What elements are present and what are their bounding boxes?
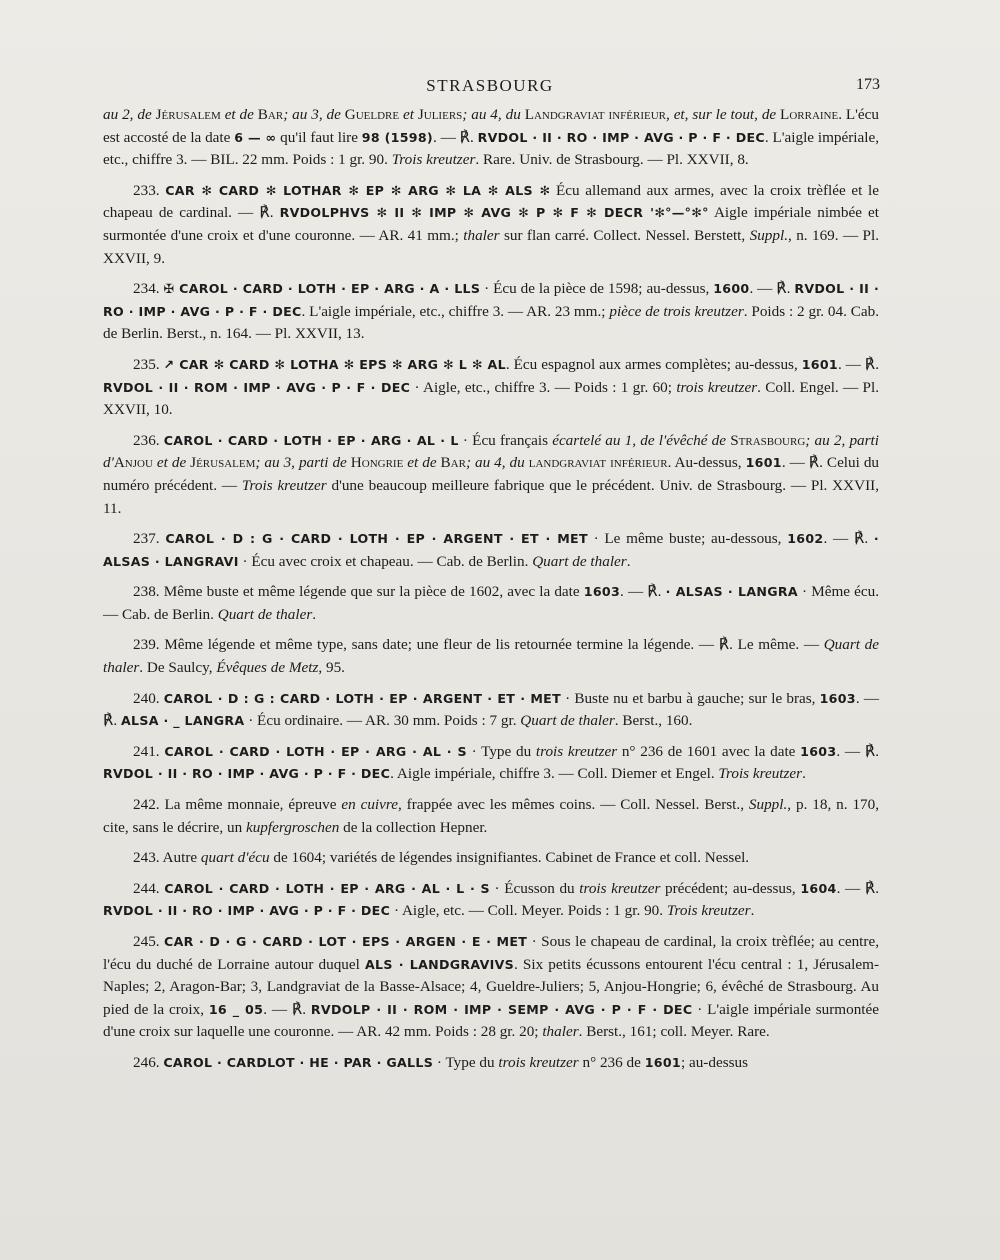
coin-legend: 1603 xyxy=(819,690,856,706)
text: 243. Autre xyxy=(133,849,201,867)
text: . — ℟. xyxy=(103,689,880,730)
catalog-entry-243 xyxy=(103,847,879,870)
running-title: STRASBOURG xyxy=(426,76,554,95)
italic-text: ; au 2, parti d' xyxy=(103,431,879,472)
text: . — ℟. Celui du numéro précédent. — xyxy=(103,454,880,494)
text: . Poids : 2 gr. 04. Cab. de Berlin. Berst., n. 164. — Pl. XXVII, 13. xyxy=(103,302,880,343)
italic-text: en cuivre xyxy=(341,796,398,814)
coin-legend: RVDOL · II · RO · IMP · AVG · P · F · DEC xyxy=(103,766,391,782)
italic-text: ; au 3, parti de xyxy=(255,454,351,472)
text: 236. xyxy=(133,431,164,449)
coin-legend: RVDOL · II · RO · IMP · AVG · P · F · DEC xyxy=(477,129,765,145)
text: . De Saulcy, xyxy=(139,659,217,677)
catalog-entry-235 xyxy=(103,354,879,422)
coin-legend: CAR · D · G · CARD · LOT · EPS · ARGEN · E · MET xyxy=(164,934,528,949)
italic-text: Suppl. xyxy=(748,796,788,814)
coin-legend: RVDOLPHVS ✻ II ✻ IMP ✻ AVG ✻ P ✻ F ✻ DECR '✻°—°✻° xyxy=(279,205,709,221)
text: Aigle impériale nimbée et surmontée d'une croix et d'une couronne. — AR. 41 mm.; xyxy=(103,204,879,244)
small-caps-text: Jérusalem xyxy=(190,454,256,472)
text: sur flan carré. Collect. Nessel. Berstett, xyxy=(499,226,750,244)
text: , n. 169. — Pl. XXVII, 9. xyxy=(103,226,880,267)
italic-text: trois kreutzer xyxy=(579,879,661,897)
small-caps-text: Juliers xyxy=(417,106,463,123)
coin-legend: 1603 xyxy=(800,743,837,759)
coin-legend: CAROL · CARDLOT · HE · PAR · GALLS xyxy=(163,1054,434,1070)
text: · Type du xyxy=(433,1053,499,1071)
coin-legend: CAROL · CARD · LOTH · EP · ARG · AL · S xyxy=(164,743,467,759)
small-caps-text: Gueldre xyxy=(344,106,400,123)
small-caps-text: Strasbourg xyxy=(730,431,806,449)
text: . xyxy=(312,605,317,623)
catalog-entry-233 xyxy=(103,180,879,270)
coin-legend: ↗ CAR ✻ CARD ✻ LOTHA ✻ EPS ✻ ARG ✻ L ✻ AL xyxy=(163,356,506,372)
coin-legend: ALSA · _ LANGRA xyxy=(120,713,245,729)
small-caps-text: Landgraviat inférieur xyxy=(524,106,666,123)
text: 233. xyxy=(133,181,166,199)
catalog-entry-246 xyxy=(103,1052,879,1075)
italic-text: et xyxy=(399,106,418,123)
text: . Rare. Univ. de Strasbourg. — Pl. XXVII, 8. xyxy=(475,151,749,169)
text: , frappée avec les mêmes coins. — Coll. Nessel. Berst., xyxy=(397,796,749,814)
coin-legend: 1601 xyxy=(801,356,838,372)
text: · Écu français xyxy=(458,431,553,449)
text: 238. Même buste et même légende que sur la pièce de 1602, avec la date xyxy=(133,583,584,601)
text: , 95. xyxy=(318,659,345,677)
text: . — ℟. xyxy=(836,879,880,897)
small-caps-text: Jérusalem xyxy=(155,106,221,123)
italic-text: ; au 4, du xyxy=(462,106,525,123)
coin-legend: RVDOL · II · ROM · IMP · AVG · P · F · DEC xyxy=(103,379,411,395)
text: · Aigle, etc., chiffre 3. — Poids : 1 gr. 60; xyxy=(410,378,677,396)
page-body xyxy=(103,104,879,1083)
text: 235. xyxy=(133,355,164,373)
italic-text: et de xyxy=(403,454,441,472)
italic-text: Quart de thaler xyxy=(520,712,615,730)
small-caps-text: Anjou xyxy=(113,454,153,472)
catalog-entry-234 xyxy=(103,278,879,346)
coin-legend: · ALSAS · LANGRAVI xyxy=(103,531,880,569)
text: 241. xyxy=(133,742,165,760)
italic-text: trois kreutzer xyxy=(676,378,758,396)
catalog-entry-241 xyxy=(103,741,879,786)
text: Écu allemand aux armes, avec la croix trèflée et le chapeau de cardinal. — ℟. xyxy=(103,181,879,222)
coin-legend: · ALSAS · LANGRA xyxy=(665,584,798,600)
coin-legend: RVDOLP · II · ROM · IMP · SEMP · AVG · P · F · DEC xyxy=(310,1001,693,1017)
coin-legend: 1601 xyxy=(644,1054,681,1070)
text: 237. xyxy=(133,530,166,548)
italic-text: Trois kreutzer xyxy=(666,902,751,920)
text: · Le même buste; au-dessous, xyxy=(587,530,788,548)
italic-text: , et, sur le tout, de xyxy=(666,106,781,123)
text: . Coll. Engel. — Pl. XXVII, 10. xyxy=(103,378,879,419)
text: 246. xyxy=(133,1053,164,1071)
small-caps-text: Hongrie xyxy=(350,454,404,472)
text: 240. xyxy=(133,689,164,707)
text: . Berst., 161; coll. Meyer. Rare. xyxy=(578,1023,770,1041)
text: précédent; au-dessus, xyxy=(660,879,801,897)
coin-legend: CAROL · CARD · LOTH · EP · ARG · AL · L xyxy=(163,432,459,448)
coin-legend: 16 _ 05 xyxy=(208,1001,264,1017)
text: , p. 18, n. 170, cite, sans le décrire, un xyxy=(103,796,880,836)
text: . — ℟. xyxy=(749,280,795,298)
italic-text: kupfergroschen xyxy=(245,818,340,836)
text: . — ℟. xyxy=(263,1000,311,1018)
small-caps-text: Bar xyxy=(257,106,284,123)
coin-legend: 6 — ∞ xyxy=(234,129,277,145)
text: ; au-dessus xyxy=(680,1053,749,1071)
text: 244. xyxy=(133,879,165,897)
text: . Écu espagnol aux armes complètes; au-dessus, xyxy=(505,355,802,373)
text: · Aigle, etc. — Coll. Meyer. Poids : 1 gr. 90. xyxy=(390,902,667,920)
italic-text: quart d'écu xyxy=(200,849,270,867)
text: 242. La même monnaie, épreuve xyxy=(133,796,342,814)
italic-text: au 2, de xyxy=(103,106,156,123)
catalog-entry-240 xyxy=(103,688,879,733)
coin-legend: ✠ CAROL · CARD · LOTH · EP · ARG · A · LLS xyxy=(163,281,481,297)
text: . — ℟. xyxy=(620,583,666,601)
catalog-entry-239 xyxy=(103,634,879,679)
text: qu'il faut lire xyxy=(276,128,362,146)
coin-legend: ALS · LANDGRAVIVS xyxy=(364,956,515,972)
catalog-entry-236 xyxy=(103,430,879,520)
italic-text: Quart de thaler xyxy=(103,636,879,677)
coin-legend: CAROL · CARD · LOTH · EP · ARG · AL · L · S xyxy=(164,880,490,896)
text: . L'aigle impériale, etc., chiffre 3. — AR. 23 mm.; xyxy=(301,302,610,320)
text: . Berst., 160. xyxy=(614,712,693,730)
coin-legend: CAROL · D : G : CARD · LOTH · EP · ARGENT · ET · MET xyxy=(163,690,561,706)
italic-text: ; au 3, de xyxy=(283,106,345,123)
italic-text: Suppl. xyxy=(749,226,789,244)
text: . — ℟. xyxy=(836,742,880,760)
text: . — ℟. xyxy=(823,530,874,548)
text: . xyxy=(802,765,806,783)
italic-text: pièce de trois kreutzer xyxy=(609,302,744,320)
text: · Écu avec croix et chapeau. — Cab. de Berlin. xyxy=(238,552,533,570)
text: · L'aigle impériale surmontée d'une croix sur laquelle une couronne. — AR. 42 mm. Poids : 28 gr. 20; xyxy=(103,1000,879,1041)
text: 245. xyxy=(133,933,165,950)
text: · Type du xyxy=(466,742,536,760)
italic-text: trois kreutzer xyxy=(498,1053,579,1071)
catalog-entry-244 xyxy=(103,878,879,923)
text: . Aigle impériale, chiffre 3. — Coll. Diemer et Engel. xyxy=(390,765,719,783)
italic-text: Trois kreutzer xyxy=(718,765,803,783)
italic-text: et de xyxy=(220,106,258,123)
entry-continuation xyxy=(103,104,879,172)
text: n° 236 de 1601 avec la date xyxy=(617,742,801,760)
text: d'une beaucoup meilleure fabrique que le précédent. Univ. de Strasbourg. — Pl. XXVII, 11. xyxy=(103,476,879,517)
catalog-entry-238 xyxy=(103,581,879,626)
coin-legend: CAROL · D : G · CARD · LOTH · EP · ARGENT · ET · MET xyxy=(165,531,588,547)
text: . — ℟. xyxy=(432,128,478,146)
italic-text: Quart de thaler xyxy=(217,605,313,623)
text: . L'écu est accosté de la date xyxy=(103,106,879,146)
small-caps-text: Bar xyxy=(440,454,466,472)
italic-text: Trois kreutzer xyxy=(241,476,327,494)
page-header xyxy=(100,72,880,102)
coin-legend: RVDOL · II · RO · IMP · AVG · P · F · DEC xyxy=(103,903,391,919)
text: n° 236 de xyxy=(578,1053,645,1071)
coin-legend: 98 (1598) xyxy=(361,129,433,145)
coin-legend: 1601 xyxy=(745,455,782,471)
page-number: 173 xyxy=(856,76,880,93)
coin-legend: 1600 xyxy=(713,281,750,297)
catalog-entry-245 xyxy=(103,931,879,1044)
text: · Écu ordinaire. — AR. 30 mm. Poids : 7 gr. xyxy=(244,712,521,730)
italic-text: ; au 4, du xyxy=(465,454,529,472)
text: · Écusson du xyxy=(489,879,580,897)
text: . L'aigle impériale, etc., chiffre 3. — BIL. 22 mm. Poids : 1 gr. 90. xyxy=(103,128,879,169)
small-caps-text: Lorraine xyxy=(780,106,839,123)
catalog-entry-242 xyxy=(103,794,879,839)
text: · Même écu. — Cab. de Berlin. xyxy=(103,583,880,623)
text: de la collection Hepner. xyxy=(339,818,488,836)
coin-legend: 1603 xyxy=(583,584,621,600)
text: 239. Même légende et même type, sans date; une fleur de lis retournée termine la légende. — ℟. Le même. — xyxy=(133,636,824,654)
text: · Buste nu et barbu à gauche; sur le bras, xyxy=(560,689,820,707)
coin-legend: CAR ✻ CARD ✻ LOTHAR ✻ EP ✻ ARG ✻ LA ✻ ALS ✻ xyxy=(165,182,551,198)
catalog-entry-237 xyxy=(103,528,879,573)
coin-legend: 1602 xyxy=(787,531,824,547)
text: . xyxy=(626,552,631,570)
text: . Au-dessus, xyxy=(667,454,746,472)
italic-text: écartelé au 1, de l'évêché de xyxy=(552,431,731,449)
italic-text: thaler xyxy=(463,226,500,244)
text: . — ℟. xyxy=(837,355,879,373)
text: . Six petits écussons entourent l'écu central : 1, Jérusalem-Naples; 2, Aragon-Bar; 3, Landgraviat de la Basse-Alsace; 4, Gueldre-Juliers; 5, Anjou-Hongrie; 6, évêché de Strasbourg. Au pied de la croix, xyxy=(103,955,880,1018)
italic-text: trois kreutzer xyxy=(535,742,618,760)
text: 234. xyxy=(133,280,164,298)
italic-text: et de xyxy=(152,454,191,472)
text: de 1604; variétés de légendes insignifiantes. Cabinet de France et coll. Nessel. xyxy=(269,849,750,867)
italic-text: thaler xyxy=(542,1023,579,1041)
small-caps-text: landgraviat inférieur xyxy=(528,454,668,472)
coin-legend: 1604 xyxy=(800,880,837,896)
coin-legend: RVDOL · II · RO · IMP · AVG · P · F · DEC xyxy=(103,281,880,319)
italic-text: Évêques de Metz xyxy=(216,659,319,677)
text: · Sous le chapeau de cardinal, la croix trèflée; au centre, l'écu du duché de Lorraine autour duquel xyxy=(103,933,879,973)
italic-text: Quart de thaler xyxy=(532,552,627,570)
text: . xyxy=(750,902,755,920)
text: · Écu de la pièce de 1598; au-dessus, xyxy=(480,280,714,298)
italic-text: Trois kreutzer xyxy=(391,151,476,169)
